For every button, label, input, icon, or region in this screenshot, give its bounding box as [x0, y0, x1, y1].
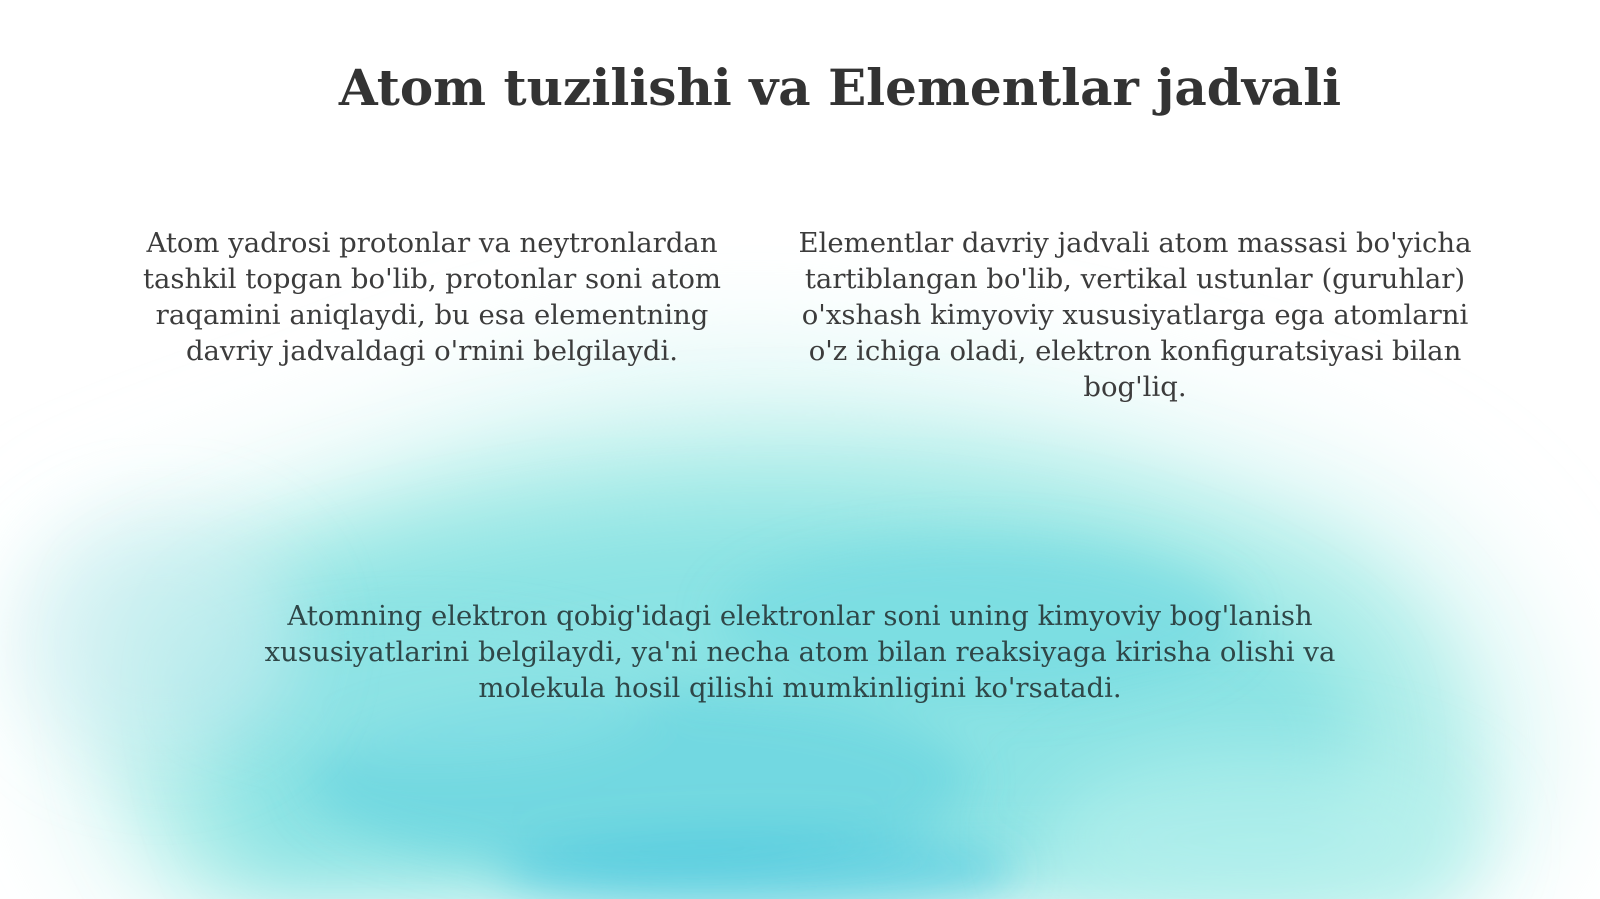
left-paragraph: Atom yadrosi protonlar va neytronlardan tashkil topgan bo'lib, protonlar soni atom raqamini aniqlaydi, bu esa elementning davriy jadvaldagi o'rnini belgilaydi. — [142, 227, 722, 367]
bottom-paragraph: Atomning elektron qobig'idagi elektronlar soni uning kimyoviy bog'lanish xususiyatlarini belgilaydi, ya'ni necha atom bilan reaksiyaga kirisha olishi va molekula hosil qilishi mumkinligini ko'rsatadi. — [264, 600, 1336, 704]
slide-title: Atom tuzilishi va Elementlar jadvali — [338, 58, 1342, 117]
right-paragraph: Elementlar davriy jadvali atom massasi bo'yicha tartiblangan bo'lib, vertikal ustunlar (guruhlar) o'xshash kimyoviy xususiyatlarga ega atomlarni o'z ichiga oladi, elektron konfiguratsiyasi bilan bog'liq. — [798, 227, 1472, 403]
